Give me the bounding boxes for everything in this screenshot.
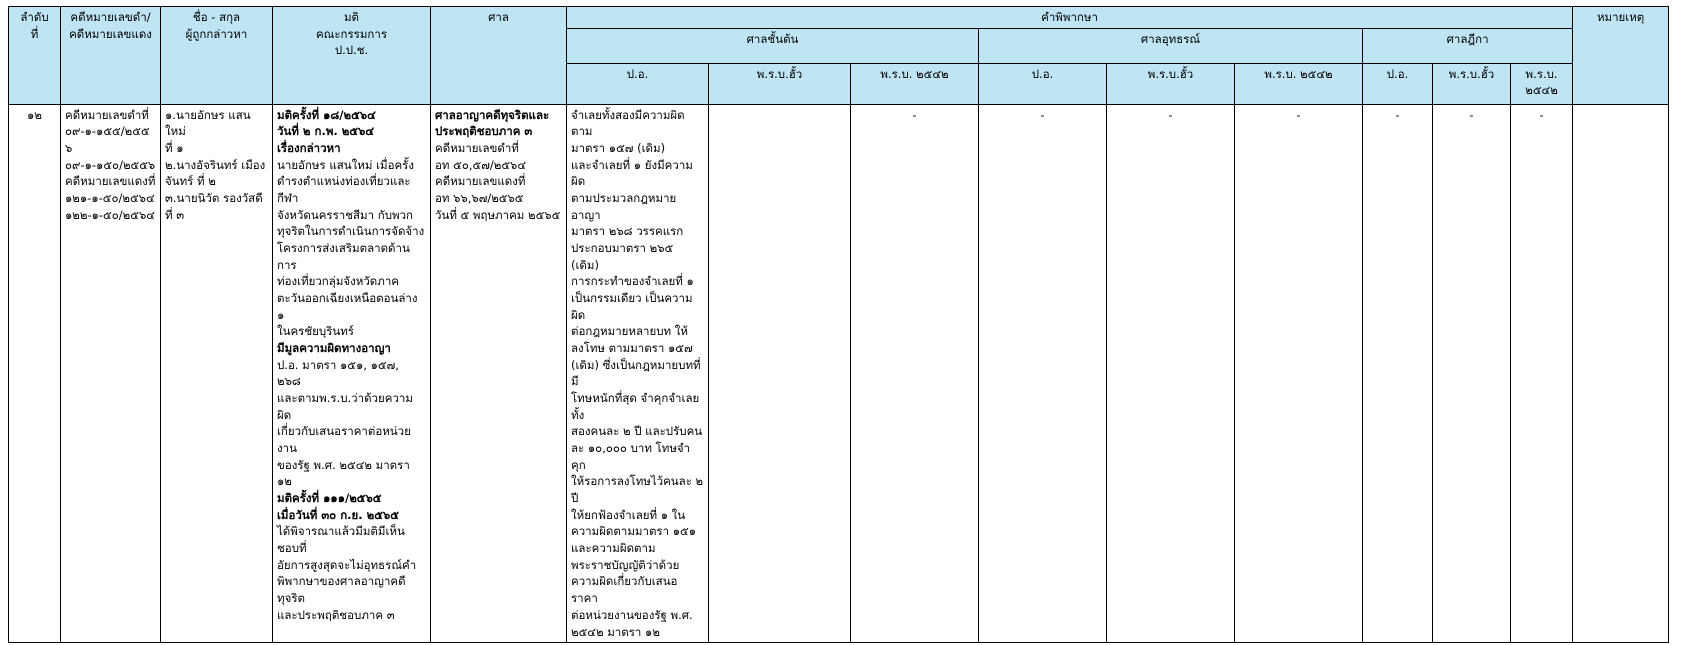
cell-supreme-prb-2542: - [1511, 104, 1573, 643]
header-supreme-prb-2542: พ.ร.บ. ๒๕๔๒ [1511, 63, 1573, 104]
cell-case-numbers: คดีหมายเลขดำที่ ๐๙-๑-๑๕๕/๒๕๕๖ ๐๙-๑-๑๕๐/๒๕๕๖ คดีหมายเลขแดงที่ ๑๒๑-๑-๕๐/๒๕๖๔ ๑๒๒-๑-๕๐/๒๕๖๔ [61, 104, 161, 643]
header-supreme-prb-hua: พ.ร.บ.ฮั้ว [1433, 63, 1511, 104]
cell-supreme-po: - [1363, 104, 1433, 643]
header-resolution: มติ คณะกรรมการ ป.ป.ช. [273, 7, 431, 105]
cell-remark [1573, 104, 1669, 643]
header-first-po: ป.อ. [567, 63, 709, 104]
header-court-appeal: ศาลอุทธรณ์ [979, 28, 1363, 63]
cell-name-accused: ๑.นายอักษร แสนใหม่ ที่ ๑ ๒.นางอัจรินทร์ เมือง จันทร์ ที่ ๒ ๓.นายนิวัต รองวัสดี ที่ ๓ [161, 104, 273, 643]
cell-first-prb-2542: - [851, 104, 979, 643]
cell-first-po: จำเลยทั้งสองมีความผิดตาม มาตรา ๑๕๗ (เดิม) และจำเลยที่ ๑ ยังมีความผิด ตามประมวลกฎหมายอาญา มาตรา ๒๖๘ วรรคแรก ประกอบมาตรา ๒๖๕ (เดิม) การกระทำของจำเลยที่ ๑ เป็นกรรมเดียว เป็นความผิด ต่อกฎหมายหลายบท ให้ ลงโทษ ตามมาตรา ๑๕๗ (เดิม) ซึ่งเป็นกฎหมายบทที่มี โทษหนักที่สุด จำคุกจำเลยทั้ง สองคนละ ๒ ปี และปรับคน ละ ๑๐,๐๐๐ บาท โทษจำคุก ให้รอการลงโทษไว้คนละ ๒ ปี ให้ยกฟ้องจำเลยที่ ๑ ใน ความผิดตามมาตรา ๑๕๑ และความผิดตาม พระราชบัญญัติว่าด้วย ความผิดเกี่ยวกับเสนอราคา ต่อหน่วยงานของรัฐ พ.ศ. ๒๕๔๒ มาตรา ๑๒ [567, 104, 709, 643]
header-appeal-prb-hua: พ.ร.บ.ฮั้ว [1107, 63, 1235, 104]
cell-first-prb-hua [709, 104, 851, 643]
header-first-prb-hua: พ.ร.บ.ฮั้ว [709, 63, 851, 104]
header-remark: หมายเหตุ [1573, 7, 1669, 105]
header-judgement: คำพิพากษา [567, 7, 1573, 29]
header-name-accused: ชื่อ - สกุล ผู้ถูกกล่าวหา [161, 7, 273, 105]
header-first-prb-2542: พ.ร.บ. ๒๕๔๒ [851, 63, 979, 104]
header-supreme-po: ป.อ. [1363, 63, 1433, 104]
cell-resolution: มติครั้งที่ ๑๘/๒๕๖๔ วันที่ ๒ ก.พ. ๒๕๖๔ เรื่องกล่าวหา นายอักษร แสนใหม่ เมื่อครั้ง ดำรงตำแหน่งท่องเที่ยวและกีฬา จังหวัดนครราชสีมา กับพวก ทุจริตในการดำเนินการจัดจ้าง โครงการส่งเสริมตลาดด้านการ ท่องเที่ยวกลุ่มจังหวัดภาค ตะวันออกเฉียงเหนือตอนล่าง ๑ ในครชัยบุรินทร์ มีมูลความผิดทางอาญา ป.อ. มาตรา ๑๕๑, ๑๕๗, ๒๖๘ และตามพ.ร.บ.ว่าด้วยความผิด เกี่ยวกับเสนอราคาต่อหน่วยงาน ของรัฐ พ.ศ. ๒๕๔๒ มาตรา ๑๒ มติครั้งที่ ๑๑๑/๒๕๖๕ เมื่อวันที่ ๓๐ ก.ย. ๒๕๖๕ ได้พิจารณาแล้วมีมติมีเห็นชอบที่ อัยการสูงสุดจะไม่อุทธรณ์คำ พิพากษาของศาลอาญาคดีทุจริต และประพฤติชอบภาค ๓ [273, 104, 431, 643]
case-table [8, 6, 1669, 643]
table-row [9, 104, 1669, 643]
header-row-1 [9, 7, 1669, 29]
header-court: ศาล [431, 7, 567, 105]
cell-appeal-prb-2542: - [1235, 104, 1363, 643]
header-court-supreme: ศาลฎีกา [1363, 28, 1573, 63]
header-appeal-prb-2542: พ.ร.บ. ๒๕๔๒ [1235, 63, 1363, 104]
cell-order-no: ๑๒ [9, 104, 61, 643]
header-appeal-po: ป.อ. [979, 63, 1107, 104]
header-court-first: ศาลชั้นต้น [567, 28, 979, 63]
header-case-numbers: คดีหมายเลขดำ/ คดีหมายเลขแดง [61, 7, 161, 105]
cell-supreme-prb-hua: - [1433, 104, 1511, 643]
table-body [9, 104, 1669, 643]
header-order-no: ลำดับ ที่ [9, 7, 61, 105]
cell-appeal-po: - [979, 104, 1107, 643]
table-header [9, 7, 1669, 105]
cell-appeal-prb-hua: - [1107, 104, 1235, 643]
cell-court: ศาลอาญาคดีทุจริตและ ประพฤติชอบภาค ๓ คดีหมายเลขดำที่ อท ๕๐,๕๗/๒๕๖๔ คดีหมายเลขแดงที่ อท ๖๖,๖๗/๒๕๖๕ วันที่ ๕ พฤษภาคม ๒๕๖๕ [431, 104, 567, 643]
document-sheet [0, 6, 1704, 645]
